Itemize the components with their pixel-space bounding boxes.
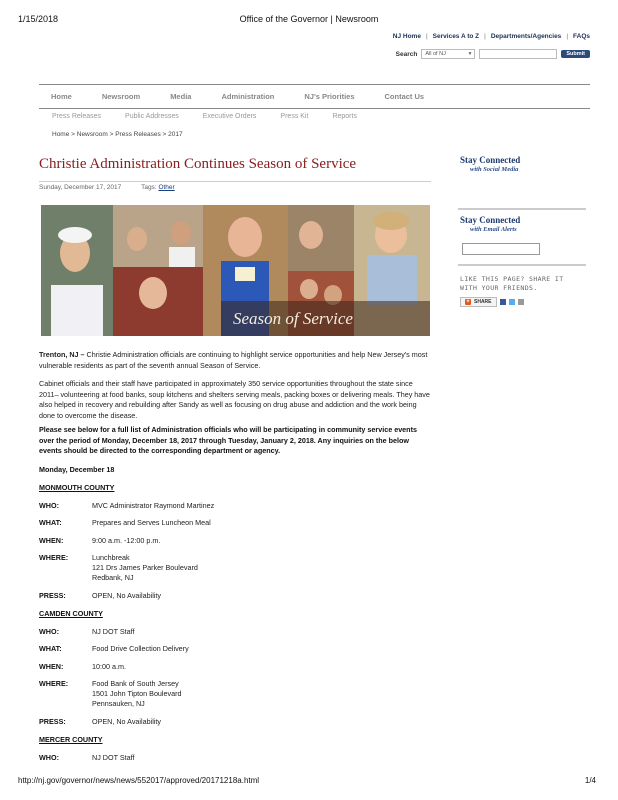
stay-connected-email-title[interactable]: Stay Connected <box>460 215 521 225</box>
who-value: NJ DOT Staff <box>92 753 135 762</box>
mainnav-home[interactable]: Home <box>51 92 72 101</box>
mainnav-contact[interactable]: Contact Us <box>384 92 425 101</box>
where-line: Redbank, NJ <box>92 573 134 582</box>
paragraph-3: Please see below for a full list of Administration officials who will be participating in community service events over the period of Monday, December 18, 2017 through Tuesday, January 2, 2018. Any inquiries on the below events should be directed to the corresponding department or agency. <box>39 425 417 455</box>
sidebar-divider <box>458 264 586 266</box>
where-value <box>92 679 182 709</box>
when-value: 9:00 a.m. -12:00 p.m. <box>92 536 161 545</box>
who-label: WHO: <box>39 501 59 510</box>
subnav-press-releases[interactable]: Press Releases <box>52 113 102 120</box>
email-icon[interactable] <box>518 299 524 305</box>
article-date: Sunday, December 17, 2017 <box>39 184 122 191</box>
title-divider <box>39 181 431 182</box>
search-submit-button[interactable]: Submit <box>561 50 590 58</box>
press-value: OPEN, No Availability <box>92 591 161 600</box>
nav-services-a-to-z[interactable]: Services A to Z <box>432 33 480 40</box>
mainnav-media[interactable]: Media <box>170 92 192 101</box>
nav-separator: | <box>484 33 486 40</box>
where-line: 121 Drs James Parker Boulevard <box>92 563 198 572</box>
nav-separator: | <box>566 33 569 40</box>
search-bar <box>396 49 590 59</box>
facebook-icon[interactable] <box>500 299 506 305</box>
share-label: SHARE <box>474 299 492 305</box>
search-input[interactable] <box>479 49 557 59</box>
twitter-icon[interactable] <box>509 299 515 305</box>
when-label: WHEN: <box>39 662 64 671</box>
share-prompt <box>460 275 564 293</box>
sidebar-divider <box>458 208 586 210</box>
stay-connected-email-sub[interactable]: with Email Alerts <box>470 226 517 233</box>
who-label: WHO: <box>39 753 59 762</box>
press-label: PRESS: <box>39 717 66 726</box>
print-page-number: 1/4 <box>584 776 596 785</box>
county-heading: MONMOUTH COUNTY <box>39 483 115 492</box>
search-scope-select[interactable] <box>421 49 475 59</box>
share-prompt-line: LIKE THIS PAGE? SHARE IT <box>460 275 564 283</box>
article-meta <box>39 184 175 191</box>
email-alert-input[interactable] <box>462 243 540 255</box>
search-scope-value: All of NJ <box>425 51 446 57</box>
season-of-service-collage <box>41 205 430 336</box>
tag-link-other[interactable]: Other <box>158 184 175 191</box>
share-prompt-line: WITH YOUR FRIENDS. <box>460 284 538 292</box>
nav-faqs[interactable]: FAQs <box>573 33 590 40</box>
main-nav <box>39 84 590 109</box>
mainnav-administration[interactable]: Administration <box>221 92 275 101</box>
where-label: WHERE: <box>39 679 69 688</box>
when-label: WHEN: <box>39 536 64 545</box>
who-value: MVC Administrator Raymond Martinez <box>92 501 215 510</box>
where-value <box>92 553 198 583</box>
county-heading: CAMDEN COUNTY <box>39 609 103 618</box>
when-value: 10:00 a.m. <box>92 662 126 671</box>
stay-connected-social-title[interactable]: Stay Connected <box>460 155 521 165</box>
lead-paragraph <box>39 350 431 371</box>
where-line: Lunchbreak <box>92 553 130 562</box>
mainnav-newsroom[interactable]: Newsroom <box>101 92 141 101</box>
share-widget[interactable] <box>460 297 524 307</box>
where-line: Food Bank of South Jersey <box>92 679 179 688</box>
day-heading: Monday, December 18 <box>39 465 115 474</box>
hero-caption: Season of Service <box>233 309 353 328</box>
print-date: 1/15/2018 <box>18 14 59 24</box>
what-value: Food Drive Collection Delivery <box>92 644 189 653</box>
who-label: WHO: <box>39 627 59 636</box>
breadcrumb[interactable]: Home > Newsroom > Press Releases > 2017 <box>52 131 183 138</box>
lead-text: Christie Administration officials are continuing to highlight service opportunities and help New Jersey's most vulnerable residents as part of the seventh annual Season of Service. <box>39 350 428 370</box>
lead-dateline: Trenton, NJ – <box>39 350 85 359</box>
press-label: PRESS: <box>39 591 66 600</box>
article-title: Christie Administration Continues Season of Service <box>39 156 357 172</box>
what-label: WHAT: <box>39 518 62 527</box>
county-heading: MERCER COUNTY <box>39 735 103 744</box>
subnav-executive-orders[interactable]: Executive Orders <box>202 113 257 120</box>
subnav-press-kit[interactable]: Press Kit <box>280 113 309 120</box>
plus-icon: + <box>466 299 470 305</box>
where-line: Pennsauken, NJ <box>92 699 145 708</box>
tags-label: Tags: <box>141 184 157 191</box>
who-value: NJ DOT Staff <box>92 627 135 636</box>
stay-connected-social-sub[interactable]: with Social Media <box>470 166 519 173</box>
nav-nj-home[interactable]: NJ Home <box>392 33 421 40</box>
where-label: WHERE: <box>39 553 69 562</box>
nav-departments[interactable]: Departments/Agencies <box>490 33 562 40</box>
where-line: 1501 John Tipton Boulevard <box>92 689 182 698</box>
what-label: WHAT: <box>39 644 62 653</box>
paragraph-2: Cabinet officials and their staff have participated in approximately 350 service opportunities throughout the state since 2011– volunteering at food banks, soup kitchens and shelters serving meals, packing boxes or delivering meals. They have also helped in recovery and rebuilding after Sandy as well as focusing on drug abuse and addiction and the work being done to overcome the disease. <box>39 379 430 420</box>
print-url: http://nj.gov/governor/news/news/552017/approved/20171218a.html <box>18 776 260 785</box>
sub-nav <box>52 113 357 120</box>
what-value: Prepares and Serves Luncheon Meal <box>92 518 211 527</box>
nav-separator: | <box>425 33 428 40</box>
mainnav-priorities[interactable]: NJ's Priorities <box>304 92 355 101</box>
chevron-down-icon: ▾ <box>468 51 472 57</box>
top-nav <box>393 33 590 40</box>
subnav-public-addresses[interactable]: Public Addresses <box>125 113 179 120</box>
share-button[interactable] <box>460 297 497 307</box>
press-value: OPEN, No Availability <box>92 717 161 726</box>
print-title: Office of the Governor | Newsroom <box>239 14 379 24</box>
search-label: Search <box>395 50 418 58</box>
subnav-reports[interactable]: Reports <box>332 113 357 120</box>
